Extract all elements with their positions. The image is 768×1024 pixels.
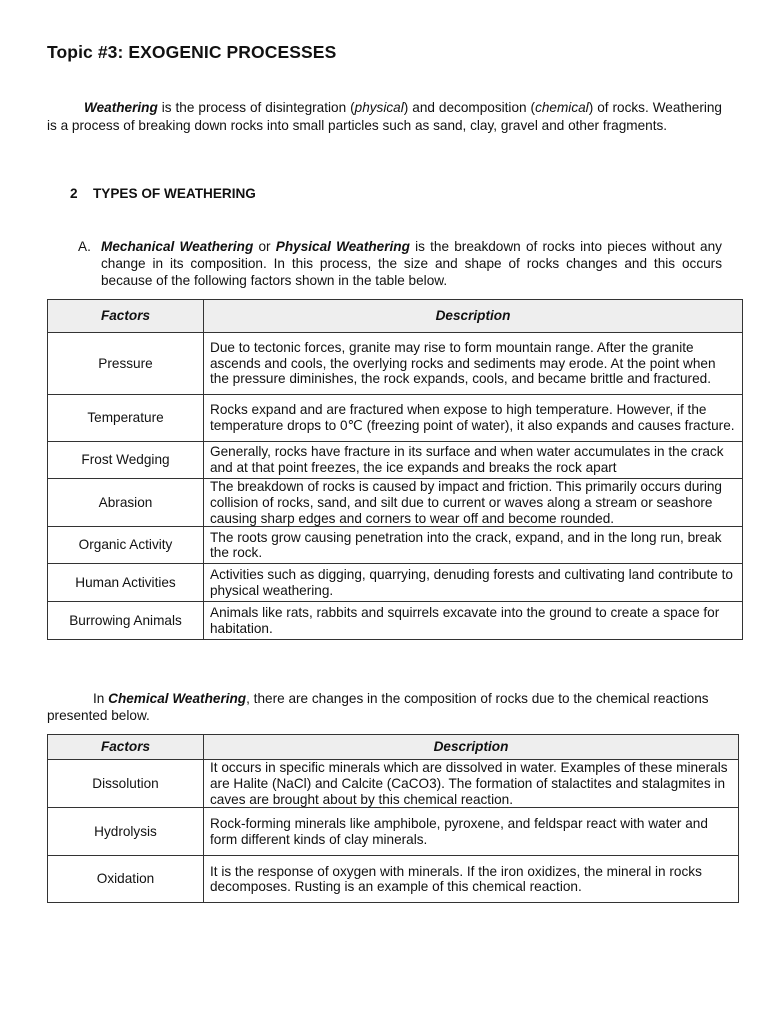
table-row bbox=[48, 856, 739, 903]
description-cell: Rocks expand and are fractured when expose to high temperature. However, if the temperature drops to 0℃ (freezing point of water), it also expands and causes fracture. bbox=[204, 395, 743, 442]
description-header: Description bbox=[204, 735, 739, 760]
table-row bbox=[48, 808, 739, 856]
table-header-row bbox=[48, 300, 743, 333]
types-heading: 2 TYPES OF WEATHERING bbox=[70, 186, 256, 201]
mechanical-weathering-table bbox=[47, 299, 743, 640]
factor-cell: Hydrolysis bbox=[48, 808, 204, 856]
table-row bbox=[48, 602, 743, 640]
factors-header: Factors bbox=[48, 735, 204, 760]
table-row bbox=[48, 527, 743, 564]
description-cell: It occurs in specific minerals which are dissolved in water. Examples of these minerals are Halite (NaCl) and Calcite (CaCO3). The formation of stalactites and stalagmites in caves are brought about by this chemical reaction. bbox=[204, 760, 739, 808]
table-row bbox=[48, 333, 743, 395]
description-cell: Due to tectonic forces, granite may rise to form mountain range. After the granite ascends and cools, the overlying rocks and sediments may erode. At the point when the pressure diminishes, the rock expands, cools, and became brittle and fractured. bbox=[204, 333, 743, 395]
description-header: Description bbox=[204, 300, 743, 333]
page-title: Topic #3: EXOGENIC PROCESSES bbox=[47, 42, 337, 62]
intro-paragraph: Weathering is the process of disintegration (physical) and decomposition (chemical) of rocks. Weathering is a process of breaking down rocks into small particles such as sand, clay, gravel and other fragments. bbox=[47, 100, 722, 133]
description-cell: It is the response of oxygen with minerals. If the iron oxidizes, the mineral in rocks decomposes. Rusting is an example of this chemical reaction. bbox=[204, 856, 739, 903]
section-a-letter: A. bbox=[78, 239, 91, 254]
table-header-row bbox=[48, 735, 739, 760]
factor-cell: Oxidation bbox=[48, 856, 204, 903]
factors-header: Factors bbox=[48, 300, 204, 333]
factor-cell: Burrowing Animals bbox=[48, 602, 204, 640]
table-row bbox=[48, 479, 743, 527]
table-row bbox=[48, 442, 743, 479]
section-a-paragraph: A. Mechanical Weathering or Physical Weathering is the breakdown of rocks into pieces without any change in its composition. In this process, the size and shape of rocks changes and this occurs because of the following factors shown in the table below. bbox=[78, 239, 722, 288]
weathering-term: Weathering bbox=[84, 100, 158, 115]
factor-cell: Organic Activity bbox=[48, 527, 204, 564]
factor-cell: Human Activities bbox=[48, 564, 204, 602]
description-cell: Activities such as digging, quarrying, denuding forests and cultivating land contribute to physical weathering. bbox=[204, 564, 743, 602]
factor-cell: Temperature bbox=[48, 395, 204, 442]
table-row bbox=[48, 760, 739, 808]
chemical-weathering-paragraph: In Chemical Weathering, there are changes in the composition of rocks due to the chemical reactions presented below. bbox=[47, 691, 709, 723]
factor-cell: Dissolution bbox=[48, 760, 204, 808]
description-cell: The breakdown of rocks is caused by impact and friction. This primarily occurs during collision of rocks, sand, and silt due to current or waves along a stream or seashore causing sharp edges and corners to wear off and become rounded. bbox=[204, 479, 743, 527]
description-cell: Generally, rocks have fracture in its surface and when water accumulates in the crack and at that point freezes, the ice expands and breaks the rock apart bbox=[204, 442, 743, 479]
chemical-weathering-table bbox=[47, 734, 739, 903]
factor-cell: Frost Wedging bbox=[48, 442, 204, 479]
factor-cell: Abrasion bbox=[48, 479, 204, 527]
description-cell: Rock-forming minerals like amphibole, pyroxene, and feldspar react with water and form different kinds of clay minerals. bbox=[204, 808, 739, 856]
description-cell: Animals like rats, rabbits and squirrels excavate into the ground to create a space for habitation. bbox=[204, 602, 743, 640]
table-row bbox=[48, 395, 743, 442]
description-cell: The roots grow causing penetration into the crack, expand, and in the long run, break the rock. bbox=[204, 527, 743, 564]
table-row bbox=[48, 564, 743, 602]
factor-cell: Pressure bbox=[48, 333, 204, 395]
